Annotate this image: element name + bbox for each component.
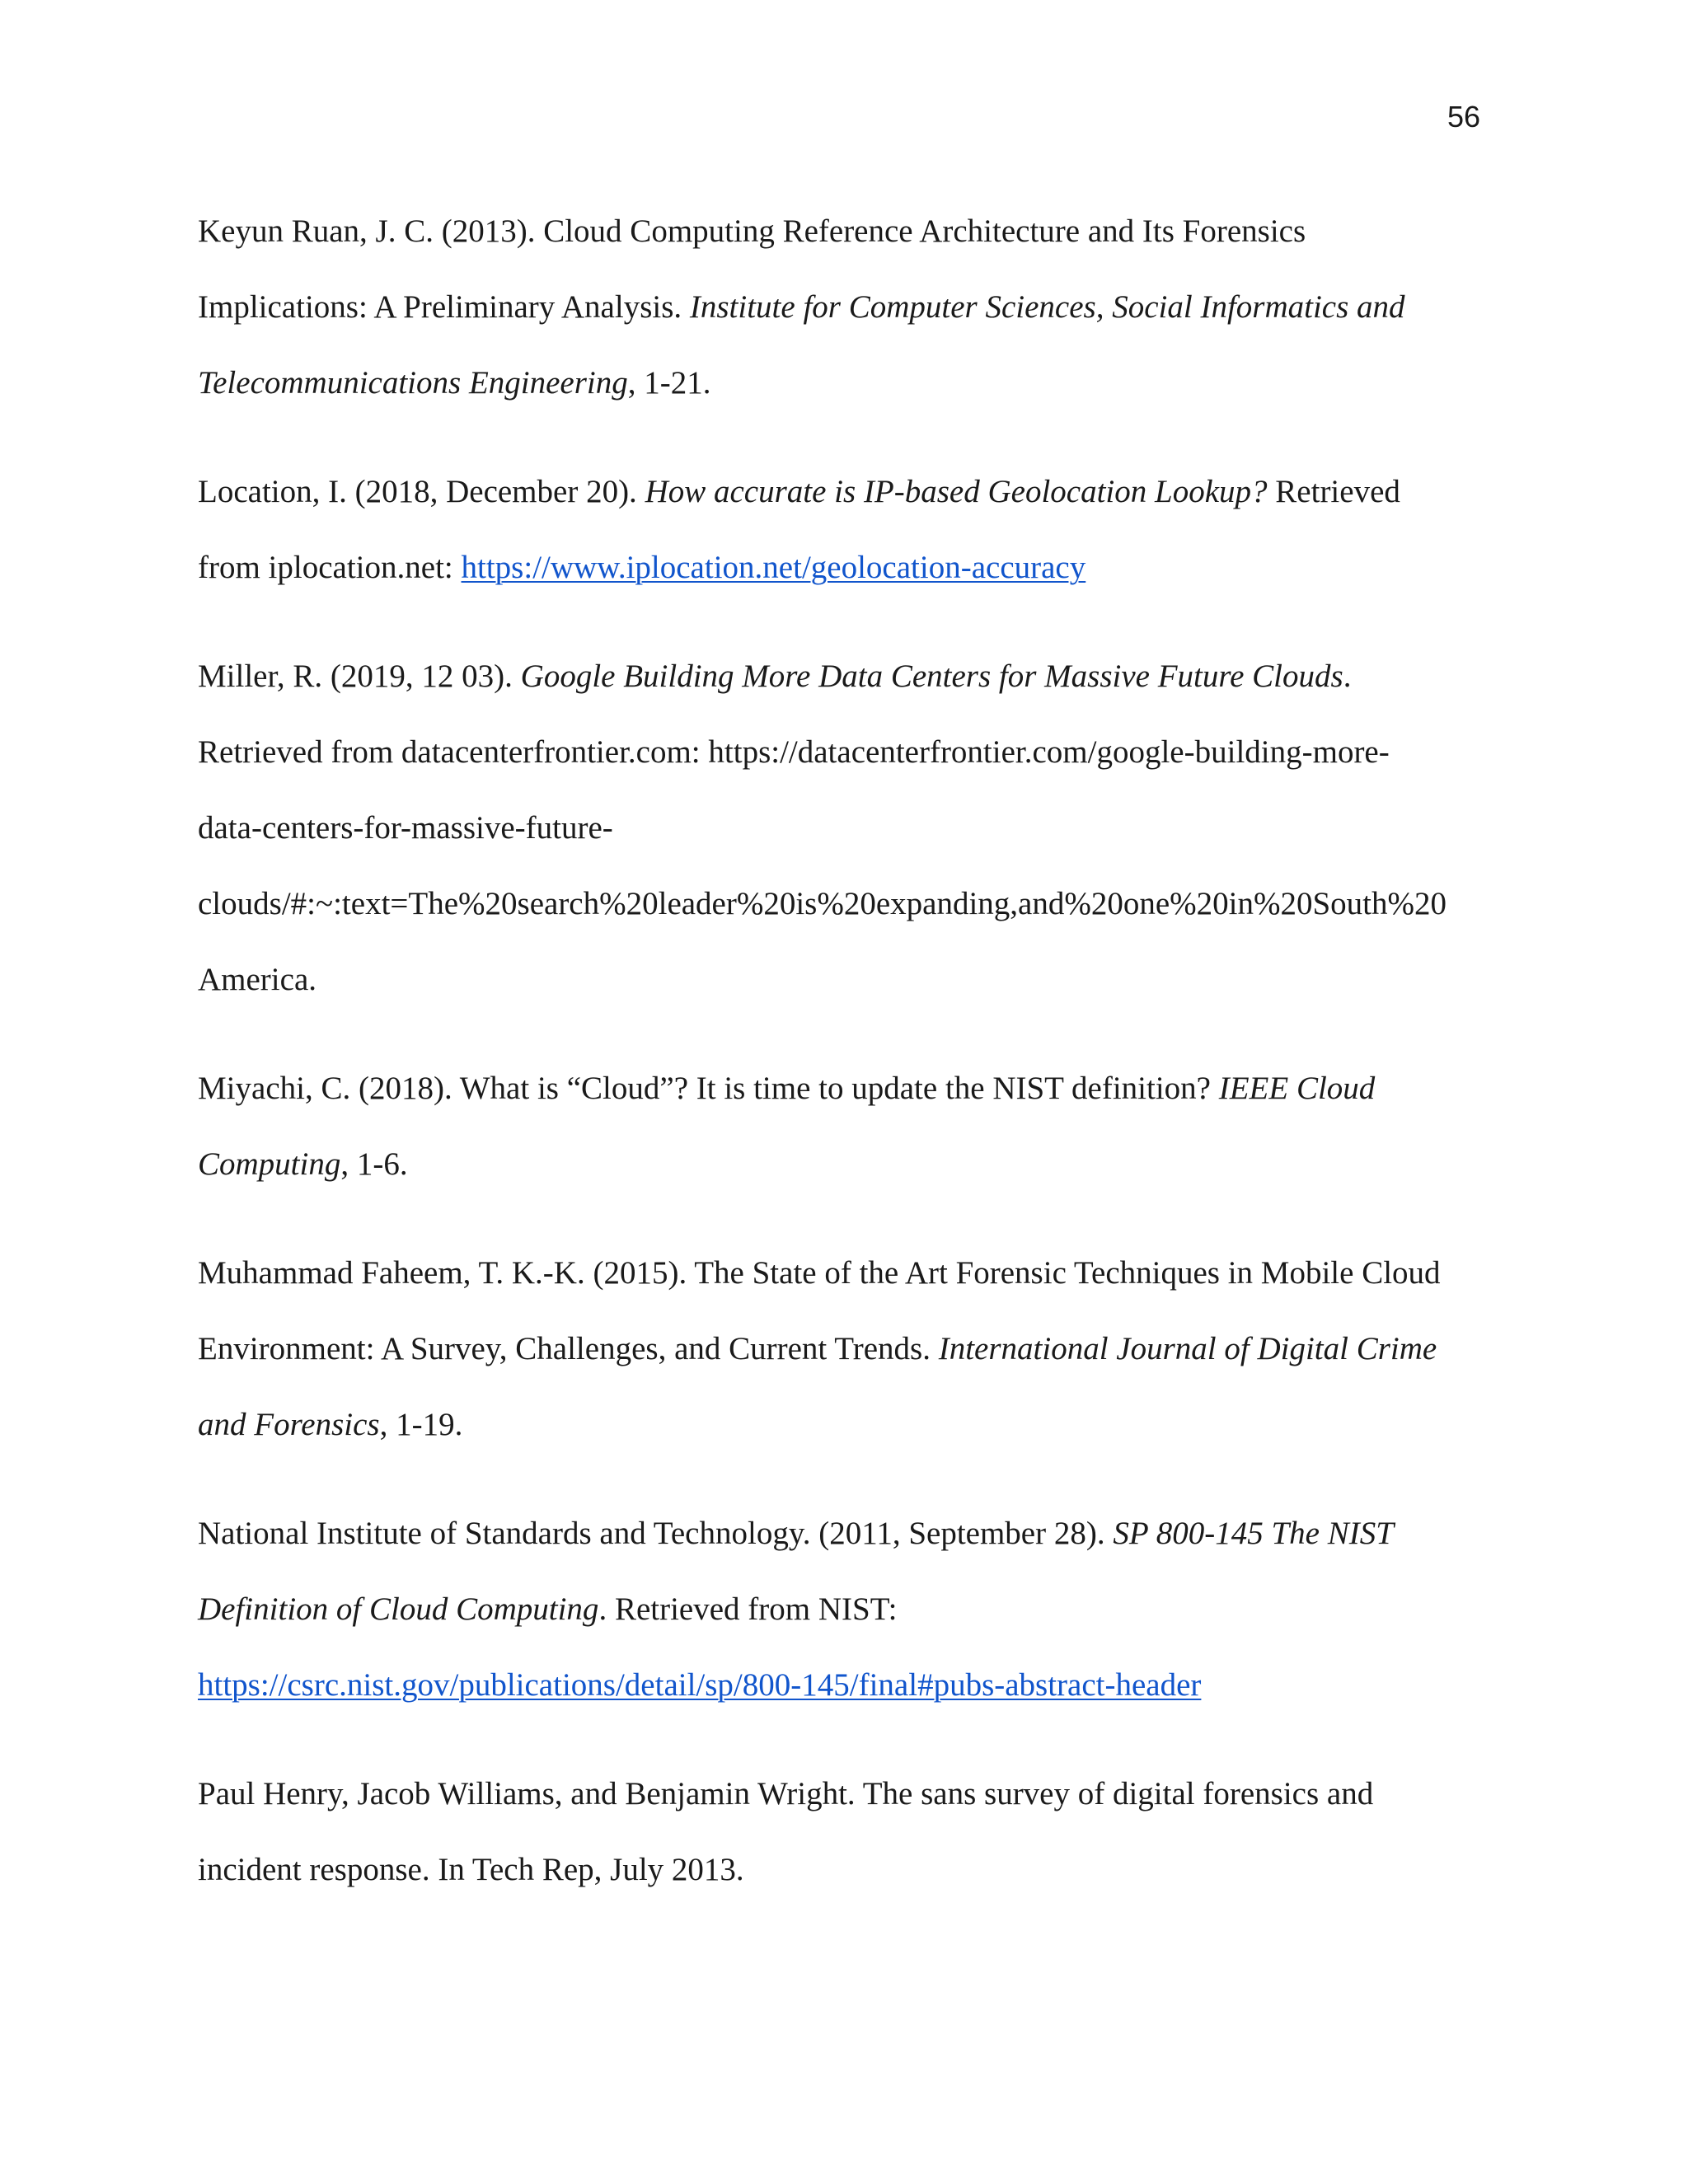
reference-line: [198, 715, 1500, 790]
reference-line: [198, 942, 1500, 1018]
reference-line: [198, 639, 1500, 715]
reference-text: Paul Henry, Jacob Williams, and Benjamin Wright. The sans survey of digital forensics and: [198, 1776, 1374, 1811]
reference-list: [198, 194, 1500, 1941]
reference-line: [198, 1572, 1500, 1647]
reference-link[interactable]: https://csrc.nist.gov/publications/detail/sp/800-145/final#pubs-abstract-header: [198, 1667, 1202, 1703]
reference-text: . Retrieved from NIST:: [598, 1591, 898, 1627]
reference-italic-text: Definition of Cloud Computing: [198, 1591, 599, 1627]
reference-italic-text: How accurate is IP-based Geolocation Lookup?: [645, 474, 1268, 509]
reference-text: Retrieved: [1267, 474, 1400, 509]
reference-italic-text: International Journal of Digital Crime: [938, 1331, 1437, 1366]
reference-line: [198, 269, 1500, 345]
reference-text: from iplocation.net:: [198, 550, 462, 585]
reference-italic-text: SP 800-145 The NIST: [1113, 1516, 1394, 1551]
reference-line: [198, 1127, 1500, 1202]
reference-text: Implications: A Preliminary Analysis.: [198, 289, 690, 325]
reference-text: Miyachi, C. (2018). What is “Cloud”? It is time to update the NIST definition?: [198, 1071, 1219, 1106]
reference-text: data-centers-for-massive-future-: [198, 810, 613, 846]
reference-line: [198, 1756, 1500, 1832]
reference-line: [198, 530, 1500, 606]
reference-text: clouds/#:~:text=The%20search%20leader%20is%20expanding,and%20one%20in%20South%20: [198, 886, 1447, 921]
reference-italic-text: and Forensics: [198, 1407, 380, 1442]
reference-line: [198, 1496, 1500, 1572]
reference-line: [198, 866, 1500, 942]
reference-line: [198, 1387, 1500, 1463]
reference-entry-nist: [198, 1496, 1500, 1723]
reference-entry-henry: [198, 1756, 1500, 1908]
reference-text: Retrieved from datacenterfrontier.com: https://datacenterfrontier.com/google-building-more-: [198, 734, 1390, 770]
reference-entry-miller: [198, 639, 1500, 1018]
reference-line: [198, 1647, 1500, 1723]
reference-text: Environment: A Survey, Challenges, and Current Trends.: [198, 1331, 939, 1366]
reference-text: .: [1343, 658, 1352, 694]
reference-line: [198, 194, 1500, 269]
reference-text: , 1-19.: [379, 1407, 463, 1442]
reference-italic-text: Computing: [198, 1146, 341, 1182]
reference-line: [198, 1051, 1500, 1127]
page-number: 56: [1447, 100, 1480, 134]
reference-line: [198, 454, 1500, 530]
reference-entry-location: [198, 454, 1500, 606]
reference-text: , 1-6.: [340, 1146, 408, 1182]
reference-link[interactable]: https://www.iplocation.net/geolocation-accuracy: [461, 550, 1086, 585]
reference-entry-miyachi: [198, 1051, 1500, 1202]
reference-line: [198, 1832, 1500, 1908]
reference-text: Miller, R. (2019, 12 03).: [198, 658, 521, 694]
reference-text: Location, I. (2018, December 20).: [198, 474, 645, 509]
reference-text: incident response. In Tech Rep, July 2013.: [198, 1852, 744, 1887]
reference-text: Muhammad Faheem, T. K.-K. (2015). The State of the Art Forensic Techniques in Mobile Cloud: [198, 1255, 1441, 1291]
reference-line: [198, 345, 1500, 421]
reference-italic-text: Institute for Computer Sciences, Social Informatics and: [689, 289, 1405, 325]
reference-entry-faheem: [198, 1235, 1500, 1463]
reference-line: [198, 790, 1500, 866]
reference-text: Keyun Ruan, J. C. (2013). Cloud Computing Reference Architecture and Its Forensics: [198, 213, 1306, 249]
reference-italic-text: Google Building More Data Centers for Massive Future Clouds: [520, 658, 1343, 694]
reference-italic-text: IEEE Cloud: [1218, 1071, 1376, 1106]
reference-text: America.: [198, 962, 317, 997]
reference-text: , 1-21.: [627, 365, 711, 401]
reference-italic-text: Telecommunications Engineering: [198, 365, 628, 401]
reference-line: [198, 1311, 1500, 1387]
reference-line: [198, 1235, 1500, 1311]
reference-text: National Institute of Standards and Technology. (2011, September 28).: [198, 1516, 1114, 1551]
reference-entry-ruan: [198, 194, 1500, 421]
